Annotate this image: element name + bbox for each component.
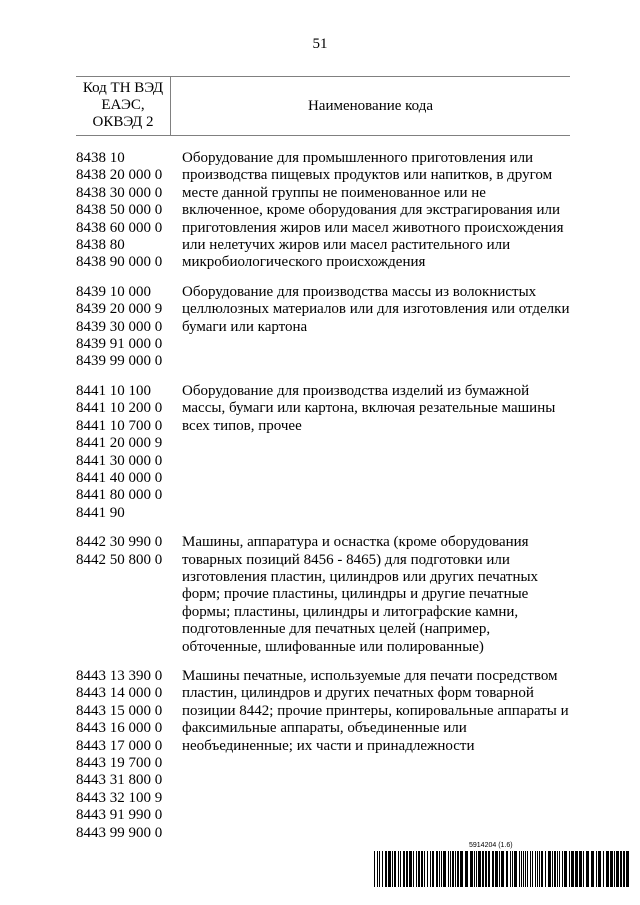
code-item: 8443 15 000 0 [76,702,163,719]
code-description: Оборудование для производства изделий из бумажной массы, бумаги или картона, включая резательные машины всех типов, прочее [182,382,556,434]
barcode-bar [379,851,380,887]
header-name-column: Наименование кода [307,97,434,114]
barcode-bar [606,851,609,887]
code-item: 8439 30 000 0 [76,318,163,335]
code-item: 8443 32 100 9 [76,789,163,806]
barcode-bar [616,851,619,887]
barcode-bar [485,851,487,887]
barcode-bar [374,851,375,887]
barcode-bar [564,851,567,887]
table-row [76,668,570,842]
code-item: 8439 10 000 [76,283,151,300]
barcode-bar [470,851,473,887]
barcode-bar [510,851,511,887]
code-description: Оборудование для промышленного приготовления или производства пищевых продуктов или напитков, в другом месте данной группы не поименованное или не включенное, кроме оборудования для экстрагирования или приготовления жиров или масел животного происхождения или нелетучих жиров или масел растительного или микробиологического происхождения [182,150,564,271]
barcode-bar [552,851,553,887]
code-item: 8443 13 390 0 [76,667,163,684]
barcode-bar [521,851,522,887]
barcode-bar [385,851,387,887]
barcode-bar [591,851,594,887]
code-item: 8438 30 000 0 [76,184,163,201]
barcode-bar [418,851,420,887]
barcode-bar [575,851,578,887]
barcode-bar [394,851,396,887]
barcode-bar [614,851,615,887]
code-item: 8438 50 000 0 [76,202,163,219]
barcode-bar [623,851,625,887]
barcode-bar [478,851,481,887]
barcode-bar [586,851,589,887]
barcode-bar [416,851,417,887]
barcode-bar [403,851,405,887]
header-code-column [76,77,171,135]
code-item: 8443 16 000 0 [76,720,163,737]
barcode-bar [530,851,531,887]
barcode-bar [548,851,551,887]
barcode-bar [488,851,490,887]
code-item: 8443 19 700 0 [76,755,163,771]
barcode-bar [523,851,524,887]
barcode-bar [443,851,446,887]
header-code-line: Код ТН ВЭД [82,80,164,96]
barcode-bar [382,851,383,887]
code-item: 8439 20 000 9 [76,301,163,318]
barcode-bar [539,851,540,887]
table-row [76,150,570,272]
table-row [76,284,570,371]
code-item: 8442 50 800 0 [76,551,163,568]
table-row [76,534,570,656]
table-body [76,136,570,842]
barcode-bar [482,851,484,887]
barcode-bar [559,851,560,887]
code-description: Машины печатные, используемые для печати посредством пластин, цилиндров и других печатных форм товарной позиции 8442; прочие принтеры, копировальные аппараты и факсимильные аппараты, объединенные или необъединенные; их части и принадлежности [182,667,569,754]
code-item: 8441 20 000 9 [76,435,163,452]
barcode-bar [603,851,604,887]
code-item: 8441 10 200 0 [76,400,163,417]
barcode-bar [583,851,584,887]
barcode-bar [457,851,459,887]
barcode-bar [610,851,613,887]
code-item: 8441 40 000 0 [76,469,163,486]
barcode-bar [441,851,442,887]
barcode-bar [427,851,428,887]
header-code-line: ОКВЭД 2 [92,114,154,130]
barcode-bar [392,851,393,887]
header-code-line: ЕАЭС, [101,97,145,113]
barcode-bar [579,851,582,887]
code-item: 8441 30 000 0 [76,452,163,469]
barcode-bar [455,851,456,887]
barcode-bar [569,851,570,887]
barcode-bar [626,851,629,887]
barcode-bar [506,851,508,887]
barcode-bar [439,851,440,887]
barcode-bar [495,851,498,887]
barcode-bar [514,851,517,887]
barcode-bar [406,851,408,887]
barcode-bar [527,851,528,887]
barcode-bar [620,851,622,887]
code-list [76,668,182,842]
barcode-bar [388,851,391,887]
barcode-bar [436,851,438,887]
barcode-bar [377,851,378,887]
barcode-bar [492,851,494,887]
barcode-bar [562,851,563,887]
code-item: 8441 80 000 0 [76,487,163,504]
barcode-label: 5914204 (1.6) [469,842,513,849]
barcode-bar [571,851,574,887]
code-item: 8443 31 800 0 [76,772,163,789]
barcode-bar [537,851,538,887]
barcode-bar [519,851,520,887]
barcode-bar [532,851,533,887]
code-item: 8438 80 [76,237,125,254]
code-description: Оборудование для производства массы из волокнистых целлюлозных материалов или для изготовления или отделки бумаги или картона [182,283,570,335]
barcode-bar [413,851,414,887]
barcode-bar [450,851,451,887]
barcode-bar [535,851,536,887]
barcode-bar [421,851,423,887]
barcode-bar [474,851,475,887]
code-item: 8442 30 990 0 [76,534,163,551]
barcode-bar [525,851,526,887]
code-item: 8443 99 900 0 [76,824,163,841]
barcode-bar [452,851,454,887]
code-item: 8438 90 000 0 [76,254,163,271]
barcode-bar [598,851,601,887]
barcode-bar [512,851,513,887]
code-item: 8439 99 000 0 [76,353,163,370]
barcode-bar [409,851,412,887]
barcode-bar [432,851,434,887]
code-item: 8443 14 000 0 [76,685,163,702]
code-item: 8443 17 000 0 [76,737,163,754]
code-item: 8439 91 000 0 [76,336,163,353]
barcode-bar [448,851,449,887]
barcode-bar [398,851,399,887]
barcode-bar [596,851,597,887]
code-item: 8441 90 [76,504,125,521]
code-list [76,383,182,522]
barcode-bar [476,851,477,887]
code-item: 8438 60 000 0 [76,219,163,236]
barcode-bar [545,851,546,887]
code-item: 8438 20 000 0 [76,167,163,184]
code-item: 8438 10 [76,150,125,166]
barcode-bar [541,851,543,887]
code-list [76,534,182,656]
barcode-bar [430,851,431,887]
code-description: Машины, аппаратура и оснастка (кроме оборудования товарных позиций 8456 - 8465) для подготовки или изготовления пластин, цилиндров или других печатных форм; прочие пластины, цилиндры и другие печатные формы; пластины, цилиндры и литографские камни, подготовленные для печатных целей (например, обточенные, шлифованные или полированные) [182,534,539,655]
barcode-bar [501,851,504,887]
barcode-bar [465,851,468,887]
code-item: 8441 10 100 [76,382,151,399]
barcode-bar [554,851,556,887]
barcode-bar [557,851,558,887]
code-item: 8443 91 990 0 [76,807,163,824]
table-row [76,383,570,522]
code-item: 8441 10 700 0 [76,417,163,434]
document-footer [374,842,630,887]
barcode-bar [400,851,401,887]
code-list [76,150,182,272]
barcode-bar [424,851,425,887]
barcode-bar [460,851,463,887]
table-header [76,76,570,136]
barcode-bar [499,851,500,887]
page-number: 51 [312,36,328,52]
code-list [76,284,182,371]
codes-table [76,76,570,854]
barcode [374,851,630,887]
